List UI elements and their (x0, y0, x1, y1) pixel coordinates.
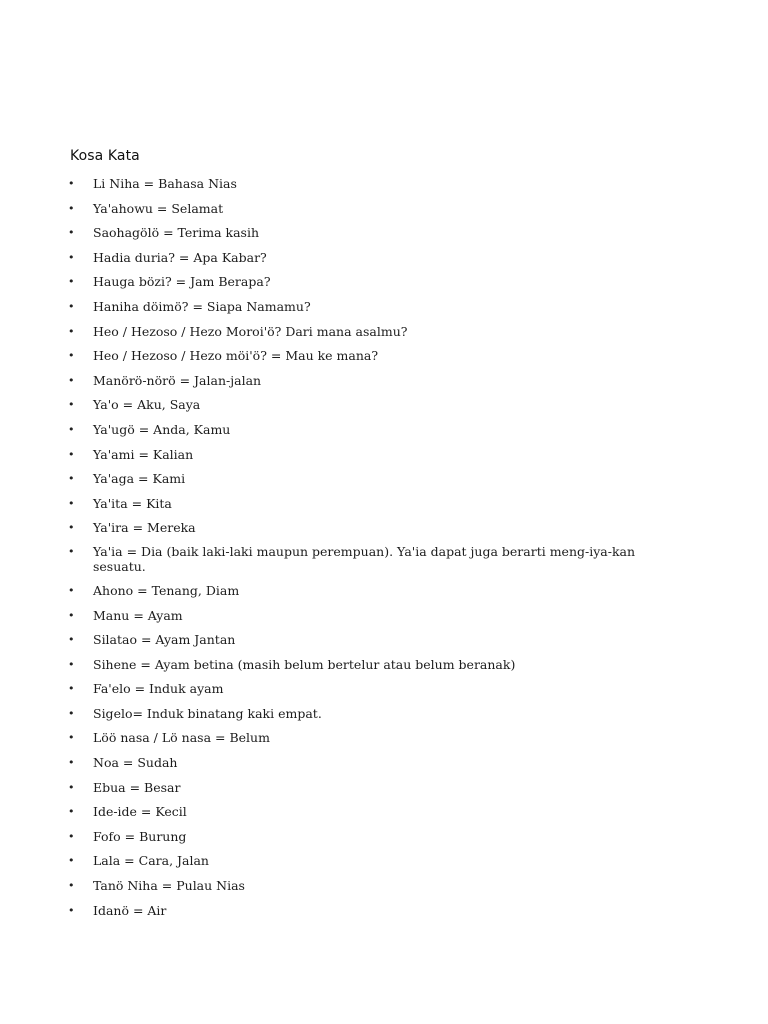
list-item (68, 803, 668, 821)
list-item (68, 779, 668, 797)
list-item-text: Manörö-nörö = Jalan-jalan (93, 372, 262, 388)
list-item (68, 224, 668, 242)
list-item (68, 877, 668, 895)
list-item (68, 902, 668, 920)
list-item-text: Ide-ide = Kecil (93, 804, 187, 820)
bullet-icon: • (68, 731, 75, 745)
list-item-text: Hadia duria? = Apa Kabar? (93, 249, 267, 265)
list-item-text: Fofo = Burung (93, 828, 187, 844)
bullet-icon: • (68, 805, 75, 819)
bullet-icon: • (68, 756, 75, 770)
list-item (68, 396, 668, 414)
list-item-text: Ya'ira = Mereka (93, 520, 196, 536)
list-item-text: Noa = Sudah (93, 755, 178, 771)
list-item (68, 372, 668, 390)
bullet-icon: • (68, 324, 75, 338)
list-item-text: Idanö = Air (93, 902, 167, 918)
bullet-icon: • (68, 854, 75, 868)
list-item (68, 582, 668, 600)
list-item-text: Fa'elo = Induk ayam (93, 681, 224, 697)
bullet-icon: • (68, 608, 75, 622)
list-item-text: Li Niha = Bahasa Nias (93, 176, 237, 191)
bullet-icon: • (68, 521, 75, 535)
bullet-icon: • (68, 780, 75, 794)
bullet-icon: • (68, 422, 75, 436)
bullet-icon: • (68, 472, 75, 486)
list-item (68, 298, 668, 316)
list-item-text: Heo / Hezoso / Hezo möi'ö? = Mau ke mana? (93, 348, 379, 364)
bullet-icon: • (68, 583, 75, 597)
list-item (68, 421, 668, 439)
list-item-text: Silatao = Ayam Jantan (93, 632, 236, 648)
list-item (68, 519, 668, 537)
list-item-text: Sihene = Ayam betina (masih belum bertelur atau belum beranak) (93, 656, 516, 672)
list-item (68, 323, 668, 341)
list-item-text: Hauga bözi? = Jam Berapa? (93, 274, 271, 290)
bullet-icon: • (68, 226, 75, 240)
list-item-text: Ya'o = Aku, Saya (93, 397, 201, 413)
list-item (68, 200, 668, 218)
list-item (68, 828, 668, 846)
list-item (68, 470, 668, 488)
list-item (68, 754, 668, 772)
list-item-text: Lala = Cara, Jalan (93, 853, 209, 869)
bullet-icon: • (68, 544, 75, 558)
bullet-icon: • (68, 250, 75, 264)
list-item (68, 729, 668, 747)
bullet-icon: • (68, 657, 75, 671)
list-item-text: Saohagölö = Terima kasih (93, 225, 260, 241)
list-item-text: Tanö Niha = Pulau Nias (93, 878, 245, 894)
bullet-icon: • (68, 373, 75, 387)
list-item-text: Ya'ita = Kita (93, 495, 172, 511)
list-item (68, 347, 668, 365)
bullet-icon: • (68, 349, 75, 363)
list-item-text: Ya'aga = Kami (93, 471, 186, 487)
bullet-icon: • (68, 633, 75, 647)
bullet-icon: • (68, 682, 75, 696)
list-item (68, 175, 668, 193)
list-item-text: Ya'ia = Dia (baik laki-laki maupun perempuan). Ya'ia dapat juga berarti meng-iya-kan sesuatu. (93, 543, 636, 574)
list-item (68, 705, 668, 723)
list-item (68, 495, 668, 513)
bullet-icon: • (68, 829, 75, 843)
list-item (68, 544, 668, 574)
list-item (68, 607, 668, 625)
list-item-text: Sigelo= Induk binatang kaki empat. (93, 705, 322, 721)
bullet-icon: • (68, 398, 75, 412)
bullet-icon: • (68, 496, 75, 510)
list-item-text: Manu = Ayam (93, 607, 183, 623)
list-item-text: Ebua = Besar (93, 779, 181, 795)
bullet-icon: • (68, 447, 75, 461)
bullet-icon: • (68, 275, 75, 289)
list-item (68, 273, 668, 291)
bullet-icon: • (68, 299, 75, 313)
list-item (68, 249, 668, 267)
bullet-icon: • (68, 879, 75, 893)
list-item-text: Ya'ahowu = Selamat (93, 200, 224, 216)
bullet-icon: • (68, 706, 75, 720)
bullet-icon: • (68, 177, 75, 190)
list-item-text: Ya'ugö = Anda, Kamu (93, 421, 231, 437)
bullet-icon: • (68, 903, 75, 917)
vocabulary-list (68, 175, 668, 926)
list-item (68, 680, 668, 698)
list-item-text: Heo / Hezoso / Hezo Moroi'ö? Dari mana asalmu? (93, 323, 408, 339)
list-item (68, 852, 668, 870)
bullet-icon: • (68, 201, 75, 215)
list-item-text: Haniha döimö? = Siapa Namamu? (93, 298, 311, 314)
section-heading: Kosa Kata (70, 148, 140, 164)
list-item-text: Löö nasa / Lö nasa = Belum (93, 730, 270, 746)
list-item (68, 631, 668, 649)
list-item-text: Ahono = Tenang, Diam (93, 582, 240, 598)
list-item (68, 446, 668, 464)
list-item (68, 656, 668, 674)
list-item-text: Ya'ami = Kalian (93, 446, 194, 462)
